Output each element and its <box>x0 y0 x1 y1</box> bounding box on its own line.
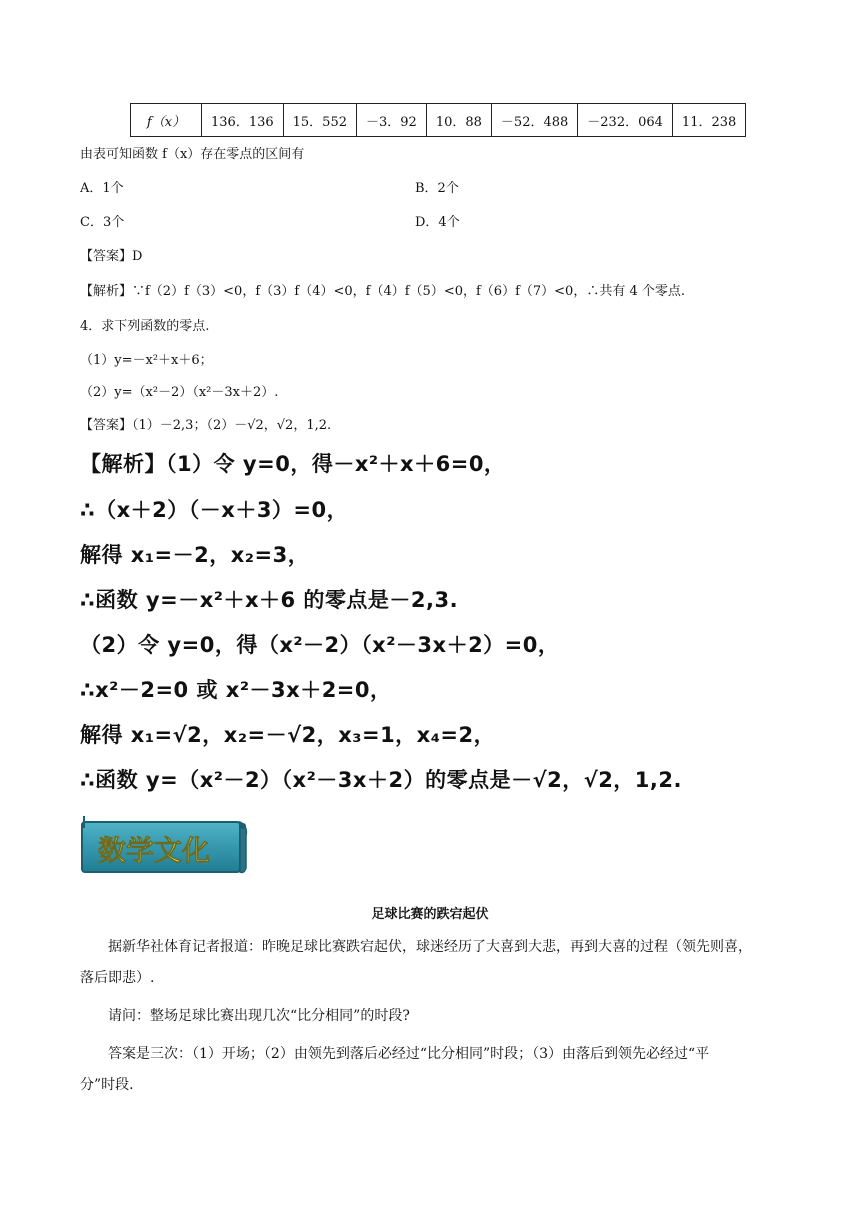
option-a: A．1个 <box>80 181 124 196</box>
analysis-line: 【解析】∵f（2）f（3）<0，f（3）f（4）<0，f（4）f（5）<0，f（6）f（7）<0，∴共有 4 个零点. <box>80 284 685 299</box>
table-cell: －3．92 <box>357 104 427 137</box>
table-cell: －232．064 <box>578 104 673 137</box>
table-cell: 10．88 <box>426 104 491 137</box>
solution-line: ∴函数 y=－x²＋x＋6 的零点是－2,3. <box>80 588 459 612</box>
story-paragraph: 落后即悲）. <box>80 970 155 986</box>
value-table <box>130 103 746 137</box>
option-c: C．3个 <box>80 215 125 230</box>
table-cell: 15．552 <box>283 104 356 137</box>
table-cell: f（x） <box>131 104 202 137</box>
solution-line: 解得 x₁=－2，x₂=3， <box>80 543 310 567</box>
table-cell: 136．136 <box>202 104 284 137</box>
solution-line: 解得 x₁=√2，x₂=－√2，x₃=1，x₄=2， <box>80 723 496 747</box>
solution-line: ∴x²－2=0 或 x²－3x＋2=0， <box>80 678 392 702</box>
table-cell: 11．238 <box>672 104 745 137</box>
option-b: B．2个 <box>415 181 459 196</box>
question-stem: 由表可知函数 f（x）存在零点的区间有 <box>80 147 305 162</box>
question-stem: 4．求下列函数的零点. <box>80 319 210 334</box>
math-culture-banner <box>80 814 250 876</box>
answer-line: 【答案】D <box>80 249 143 264</box>
story-paragraph: 答案是三次：（1）开场；（2）由领先到落后必经过“比分相同”时段；（3）由落后到领先必经过“平 <box>108 1046 710 1062</box>
story-paragraph: 据新华社体育记者报道：昨晚足球比赛跌宕起伏，球迷经历了大喜到大悲，再到大喜的过程（领先则喜， <box>108 939 752 955</box>
solution-line: 【解析】（1）令 y=0，得－x²＋x＋6=0， <box>80 452 506 476</box>
solution-line: ∴函数 y=（x²－2）（x²－3x＋2）的零点是－√2，√2，1,2. <box>80 768 682 792</box>
question-part: （1）y=－x²＋x＋6； <box>80 353 213 368</box>
option-d: D．4个 <box>415 215 460 230</box>
question-part: （2）y=（x²－2）（x²－3x＋2）. <box>80 385 279 400</box>
solution-line: ∴（x＋2）（－x＋3）=0， <box>80 498 349 522</box>
banner-label: 数学文化 <box>98 834 211 867</box>
table-cell: －52．488 <box>491 104 577 137</box>
story-paragraph: 分”时段. <box>80 1077 134 1093</box>
story-paragraph: 请问：整场足球比赛出现几次“比分相同”的时段? <box>108 1008 410 1024</box>
story-title: 足球比赛的跌宕起伏 <box>371 907 489 922</box>
table-row <box>131 104 746 137</box>
solution-line: （2）令 y=0，得（x²－2）（x²－3x＋2）=0， <box>80 633 560 657</box>
answer-line: 【答案】（1）－2,3；（2）－√2，√2，1,2. <box>80 418 332 433</box>
